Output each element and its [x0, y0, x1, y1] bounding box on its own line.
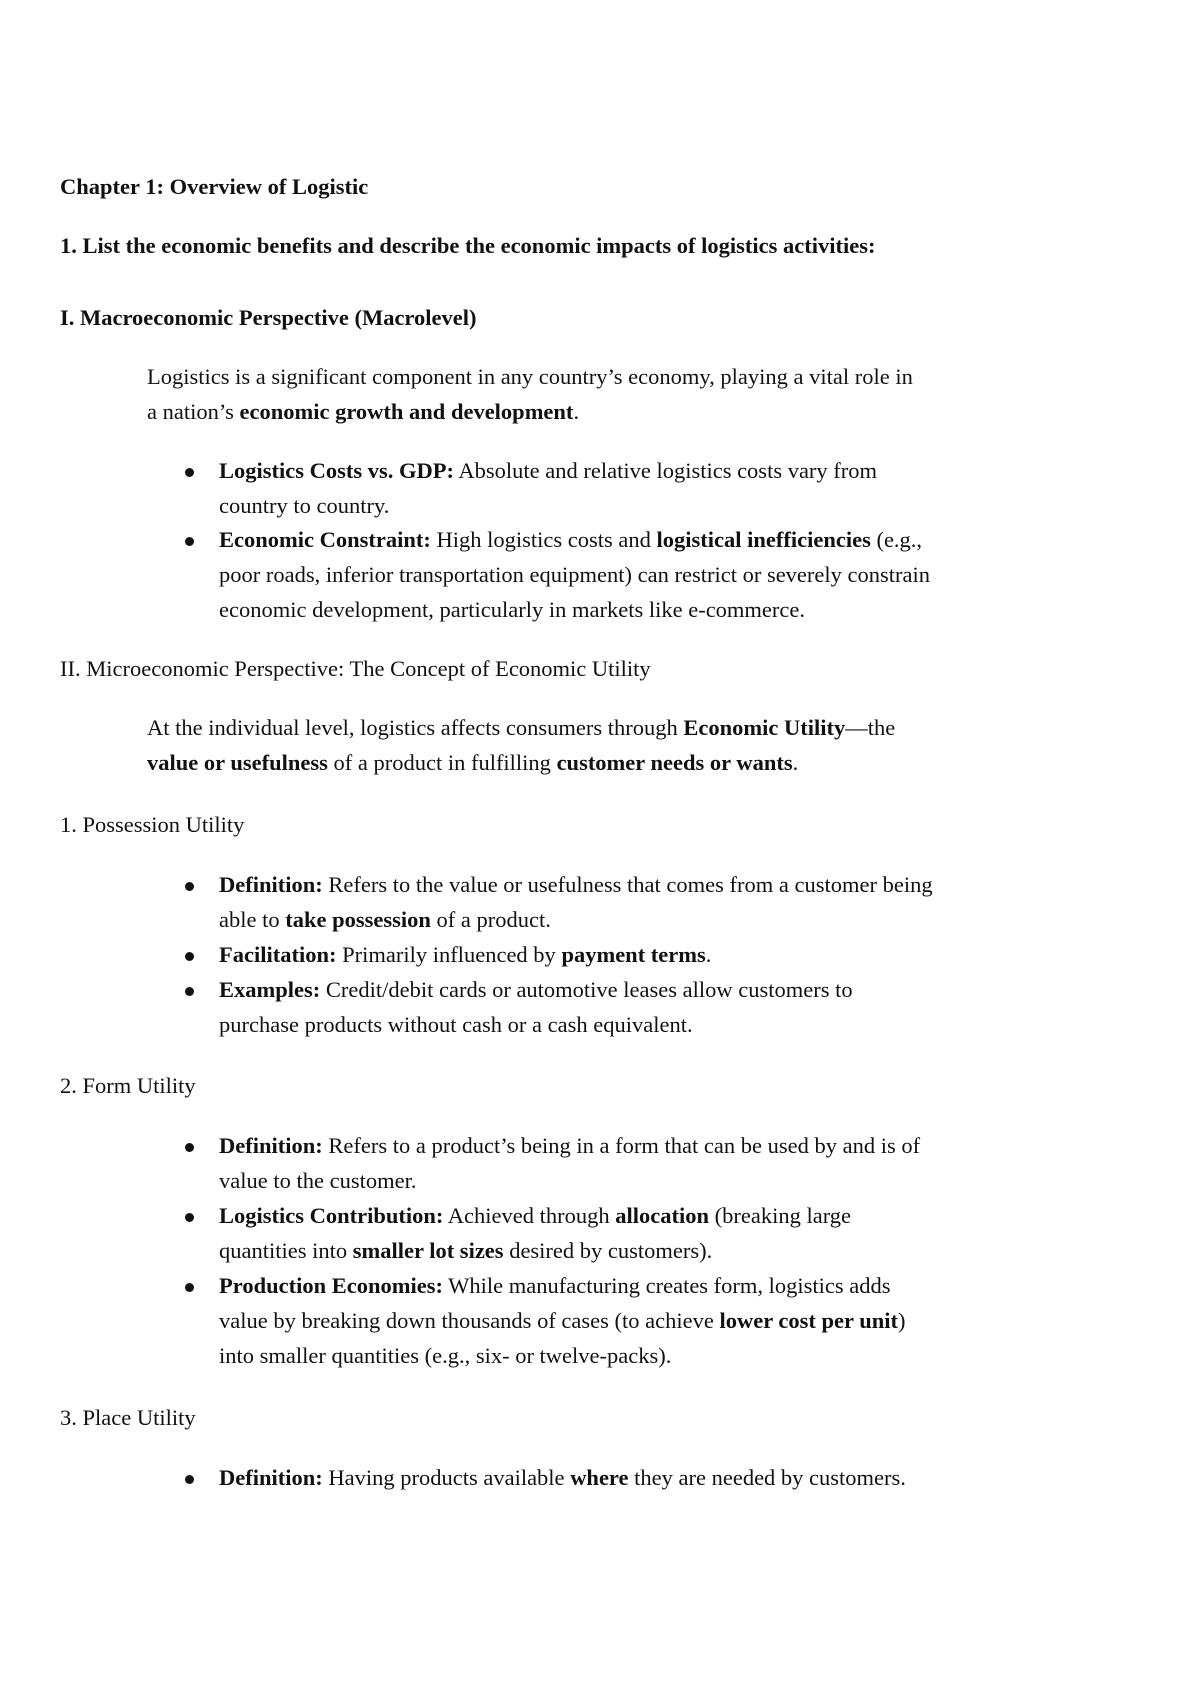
bullet-emphasis: smaller lot sizes: [352, 1238, 504, 1263]
bullet-icon: [185, 1213, 194, 1222]
macro-bullet-1-line-1: [219, 460, 877, 483]
bullet-emphasis: logistical inefficiencies: [656, 527, 871, 552]
micro-intro-text: —the: [845, 715, 896, 740]
micro-heading: II. Microeconomic Perspective: The Concept of Economic Utility: [60, 656, 651, 681]
bullet-text: Absolute and relative logistics costs vary from: [454, 458, 878, 483]
bullet-label: Production Economies:: [219, 1273, 443, 1298]
bullet-label: Facilitation:: [219, 942, 337, 967]
bullet-icon: [185, 1283, 194, 1292]
bullet-label: Definition:: [219, 1465, 323, 1490]
bullet-icon: [185, 537, 194, 546]
place-bullet-1: [219, 1467, 906, 1490]
micro-intro-line-1: [147, 717, 895, 740]
bullet-text: High logistics costs and: [430, 527, 657, 552]
form-bullet-2-line-2: [219, 1240, 712, 1263]
possession-bullet-1-line-2: [219, 909, 551, 932]
bullet-label: Economic Constraint:: [219, 527, 431, 552]
form-bullet-3-line-2: [219, 1310, 906, 1333]
form-heading: 2. Form Utility: [60, 1073, 196, 1098]
bullet-icon: [185, 987, 194, 996]
bullet-icon: [185, 952, 194, 961]
bullet-text: Primarily influenced by: [336, 942, 562, 967]
bullet-text: (e.g.,: [870, 527, 923, 552]
bullet-icon: [185, 1475, 194, 1484]
bullet-text: (breaking large: [709, 1203, 852, 1228]
macro-bullet-2-line-2: poor roads, inferior transportation equipment) can restrict or severely constrain: [219, 562, 931, 587]
bullet-label: Definition:: [219, 1133, 323, 1158]
macro-intro-text: a nation’s: [147, 399, 240, 424]
bullet-icon: [185, 1143, 194, 1152]
micro-intro-emphasis: customer needs or wants: [556, 750, 793, 775]
micro-intro-emphasis: value or usefulness: [147, 750, 328, 775]
macro-bullet-1-line-2: country to country.: [219, 493, 390, 518]
micro-intro-text: At the individual level, logistics affects consumers through: [147, 715, 684, 740]
macro-intro-line-2: [147, 401, 579, 424]
macro-bullet-2-line-3: economic development, particularly in markets like e-commerce.: [219, 597, 806, 622]
bullet-text: quantities into: [219, 1238, 353, 1263]
bullet-emphasis: lower cost per unit: [719, 1308, 899, 1333]
bullet-text: Achieved through: [443, 1203, 616, 1228]
bullet-label: Examples:: [219, 977, 321, 1002]
bullet-text: .: [705, 942, 712, 967]
bullet-text: Refers to the value or usefulness that comes from a customer being: [322, 872, 933, 897]
bullet-text: Refers to a product’s being in a form that can be used by and is of: [322, 1133, 921, 1158]
micro-intro-emphasis: Economic Utility: [683, 715, 846, 740]
macro-heading: I. Macroeconomic Perspective (Macrolevel): [60, 305, 477, 330]
form-bullet-3-line-3: into smaller quantities (e.g., six- or twelve-packs).: [219, 1343, 672, 1368]
micro-intro-period: .: [792, 750, 799, 775]
form-bullet-1-line-1: [219, 1135, 920, 1158]
bullet-text: Having products available: [322, 1465, 571, 1490]
bullet-text: they are needed by customers.: [628, 1465, 906, 1490]
bullet-emphasis: allocation: [615, 1203, 709, 1228]
form-bullet-3-line-1: [219, 1275, 891, 1298]
bullet-emphasis: where: [570, 1465, 629, 1490]
bullet-label: Logistics Costs vs. GDP:: [219, 458, 454, 483]
bullet-emphasis: take possession: [285, 907, 431, 932]
bullet-text: Credit/debit cards or automotive leases allow customers to: [320, 977, 853, 1002]
possession-heading: 1. Possession Utility: [60, 812, 245, 837]
macro-intro-period: .: [573, 399, 580, 424]
bullet-text: of a product.: [430, 907, 551, 932]
micro-intro-line-2: [147, 752, 798, 775]
question-heading: 1. List the economic benefits and describe the economic impacts of logistics activities:: [60, 233, 876, 258]
bullet-icon: [185, 882, 194, 891]
bullet-icon: [185, 468, 194, 477]
possession-bullet-1-line-1: [219, 874, 933, 897]
macro-intro-emphasis: economic growth and development: [239, 399, 574, 424]
bullet-label: Logistics Contribution:: [219, 1203, 444, 1228]
chapter-title: Chapter 1: Overview of Logistic: [60, 174, 369, 199]
possession-bullet-3-line-2: purchase products without cash or a cash equivalent.: [219, 1012, 693, 1037]
macro-bullet-2-line-1: [219, 529, 922, 552]
bullet-label: Definition:: [219, 872, 323, 897]
possession-bullet-3-line-1: [219, 979, 853, 1002]
bullet-text: value by breaking down thousands of cases (to achieve: [219, 1308, 720, 1333]
macro-intro-line-1: Logistics is a significant component in any country’s economy, playing a vital role in: [147, 364, 913, 389]
bullet-text: While manufacturing creates form, logistics adds: [442, 1273, 891, 1298]
form-bullet-2-line-1: [219, 1205, 851, 1228]
bullet-emphasis: payment terms: [561, 942, 706, 967]
form-bullet-1-line-2: value to the customer.: [219, 1168, 417, 1193]
bullet-text: able to: [219, 907, 286, 932]
micro-intro-text: of a product in fulfilling: [327, 750, 557, 775]
bullet-text: ): [898, 1308, 906, 1333]
possession-bullet-2: [219, 944, 711, 967]
place-heading: 3. Place Utility: [60, 1405, 196, 1430]
bullet-text: desired by customers).: [503, 1238, 713, 1263]
